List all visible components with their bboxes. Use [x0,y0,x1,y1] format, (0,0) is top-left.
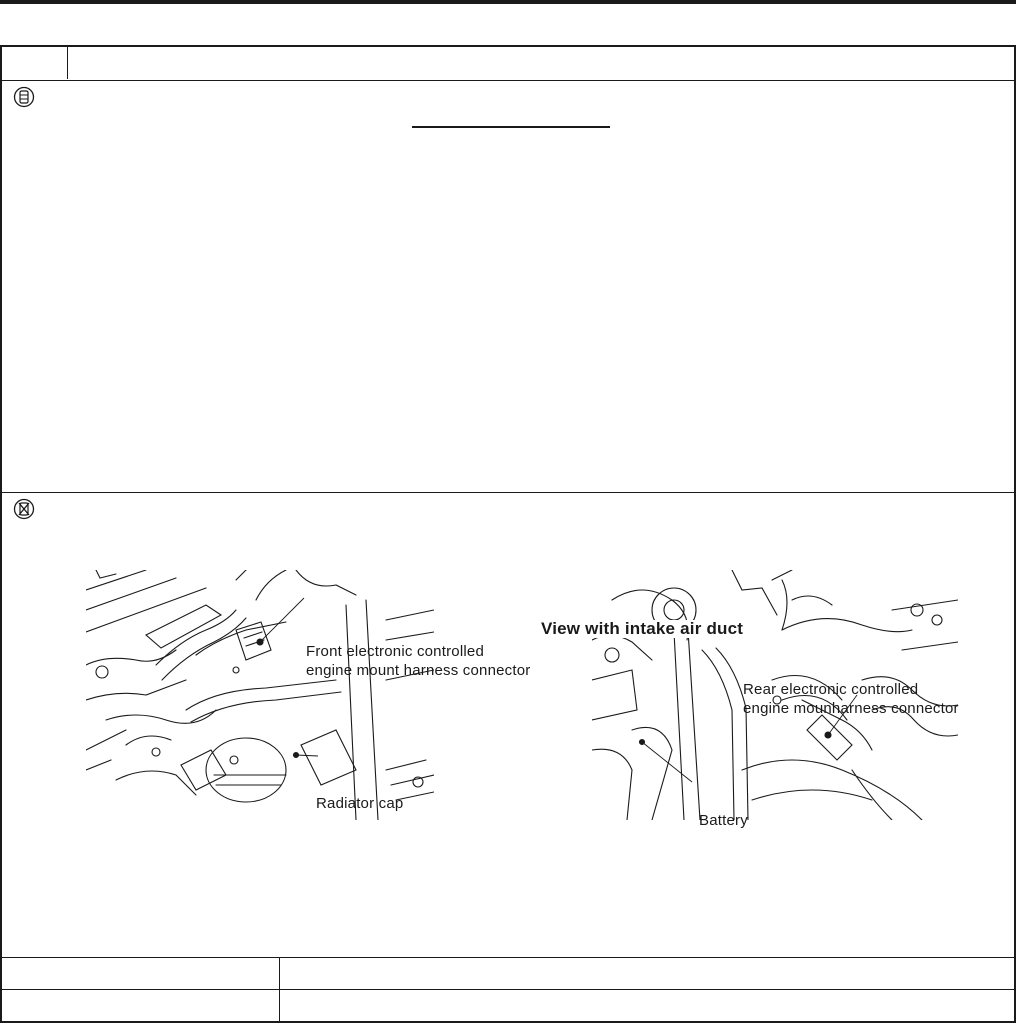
ignition-switch-on-icon [13,86,35,108]
page-top-rule [0,0,1016,4]
ignition-switch-off-icon [13,498,35,520]
front-connector-label-line1: Front electronic controlled [306,643,484,660]
battery-label: Battery [699,812,748,829]
step-header-row [2,47,1014,81]
result-row-ok-action-cell [280,958,1014,989]
step-number-cell [2,47,68,79]
procedure-table [0,45,1016,1023]
rear-connector-label-line2: engine mounharness connector [743,700,959,717]
view-title-label: View with intake air duct [541,619,744,638]
result-row-ok [2,958,1014,990]
step-title-cell [68,47,1014,79]
ignition-on-section [2,81,1014,493]
result-row-ng-action-cell [280,990,1014,1022]
blank-underline [412,126,610,128]
rear-connector-label-line1: Rear electronic controlled [743,681,919,698]
result-row-ng-label-cell [2,990,280,1022]
front-engine-bay-illustration [86,570,434,820]
result-row-ok-label-cell [2,958,280,989]
radiator-cap-label: Radiator cap [316,795,404,812]
front-connector-label-line2: engine mount harness connector [306,662,531,679]
result-row-ng [2,990,1014,1022]
